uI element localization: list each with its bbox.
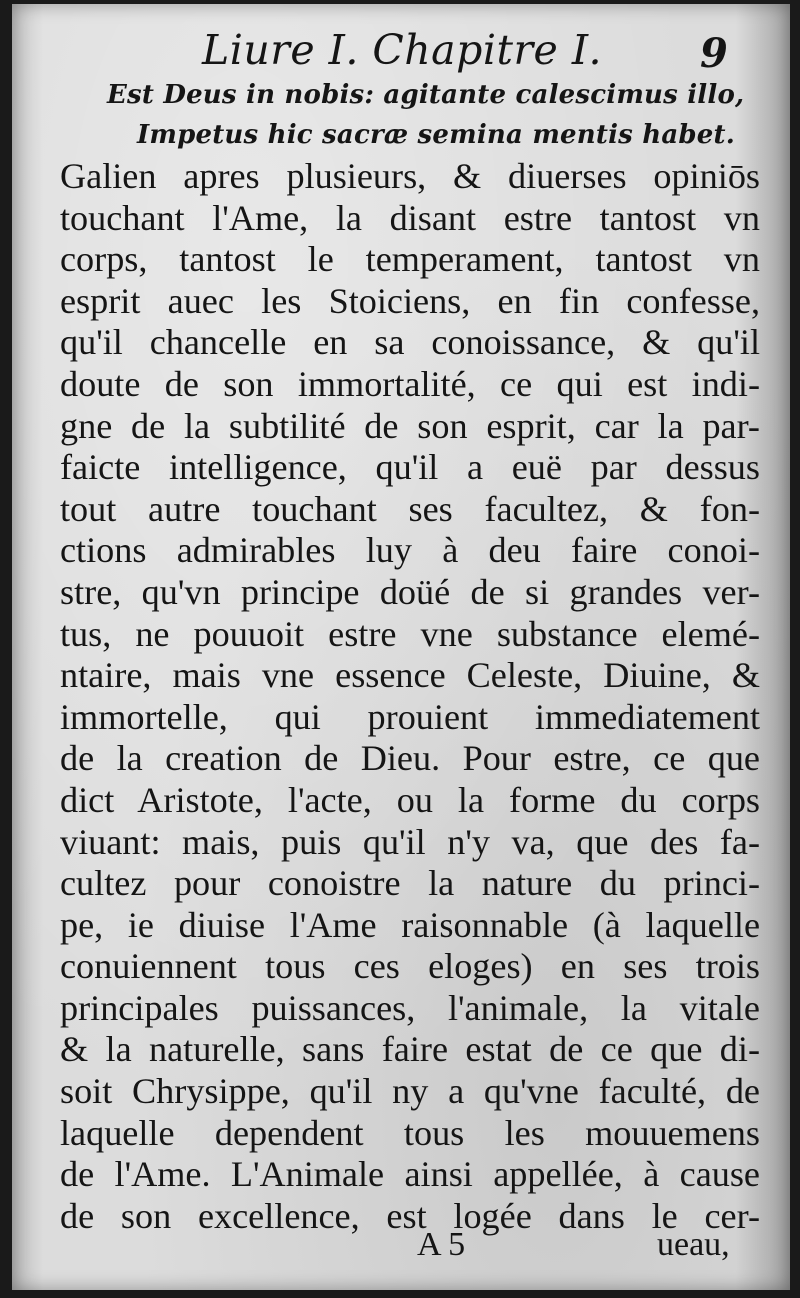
text-line: Galien apres plusieurs, & diuerses opiniōs: [60, 156, 760, 196]
text-line: ctions admirables luy à deu faire conoi-: [60, 530, 760, 571]
text-line: ntaire, mais vne essence Celeste, Diuine, &: [60, 655, 760, 696]
running-head: [12, 22, 790, 82]
text-line: esprit auec les Stoiciens, en fin confesse,: [60, 280, 760, 321]
latin-verse-line: Impetus hic sacræ semina mentis habet.: [137, 120, 735, 150]
text-line: principales puissances, l'animale, la vitale: [60, 987, 760, 1028]
text-line: conuiennent tous ces eloges) en ses trois: [60, 946, 760, 987]
page-footer: [12, 1226, 790, 1270]
text-line: tout autre touchant ses facultez, & fon-: [60, 488, 760, 529]
text-line: de la creation de Dieu. Pour estre, ce que: [60, 738, 760, 779]
text-line: dict Aristote, l'acte, ou la forme du corps: [60, 779, 760, 820]
text-line: soit Chrysippe, qu'il ny a qu'vne faculté, de: [60, 1071, 760, 1112]
text-line: tus, ne pouuoit estre vne substance elemé-: [60, 613, 760, 654]
text-line: corps, tantost le temperament, tantost vn: [60, 239, 760, 280]
text-line: touchant l'Ame, la disant estre tantost vn: [60, 197, 760, 238]
text-line: gne de la subtilité de son esprit, car la par-: [60, 405, 760, 446]
text-line: stre, qu'vn principe doüé de si grandes ver-: [60, 571, 760, 612]
body-text: [60, 156, 760, 1237]
text-line: immortelle, qui prouient immediatement: [60, 696, 760, 737]
latin-verse-line: Est Deus in nobis: agitante calescimus illo,: [107, 80, 745, 110]
text-line: pe, ie diuise l'Ame raisonnable (à laquelle: [60, 904, 760, 945]
book-page: [12, 4, 790, 1290]
text-line: qu'il chancelle en sa conoissance, & qu'il: [60, 322, 760, 363]
text-line: viuant: mais, puis qu'il n'y va, que des fa-: [60, 821, 760, 862]
catchword: ueau,: [657, 1226, 730, 1263]
chapter-heading: Liure I. Chapitre I.: [202, 26, 603, 74]
text-line: faicte intelligence, qu'il a euë par dessus: [60, 447, 760, 488]
text-line: laquelle dependent tous les mouuemens: [60, 1112, 760, 1153]
signature-mark: A 5: [417, 1226, 466, 1263]
page-number: 9: [700, 30, 728, 77]
text-line: cultez pour conoistre la nature du princi-: [60, 863, 760, 904]
text-line: & la naturelle, sans faire estat de ce que di-: [60, 1029, 760, 1070]
text-line: de son excellence, est logée dans le cer-: [60, 1195, 760, 1236]
text-line: de l'Ame. L'Animale ainsi appellée, à cause: [60, 1154, 760, 1195]
text-line: doute de son immortalité, ce qui est indi-: [60, 363, 760, 404]
